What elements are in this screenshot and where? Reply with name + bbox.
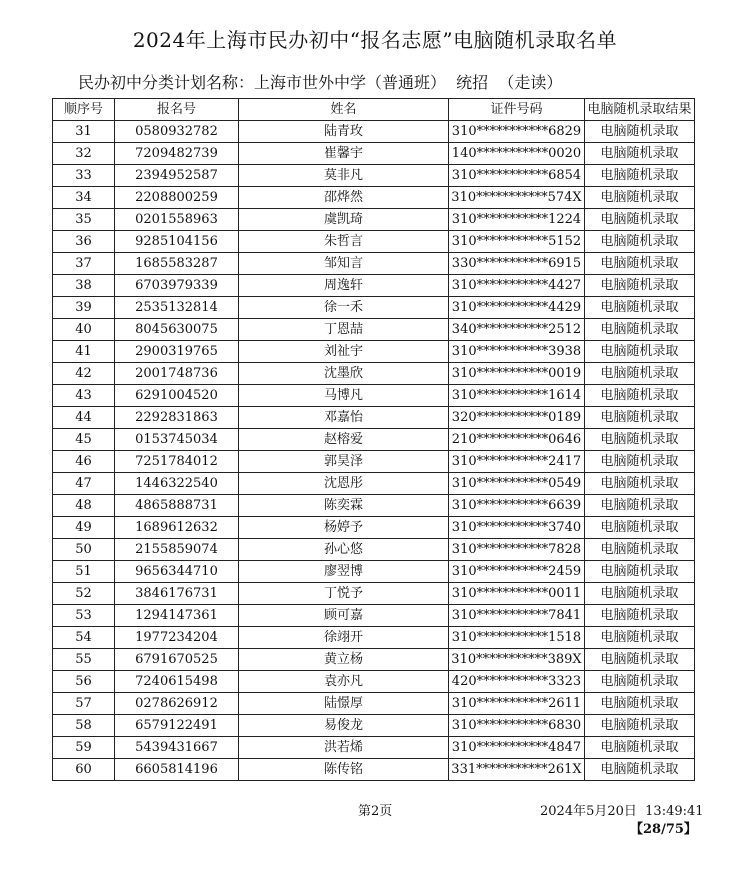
col-seq-cell: 46 bbox=[53, 451, 115, 473]
table-row bbox=[53, 275, 695, 297]
col-name-cell: 丁恩喆 bbox=[239, 319, 449, 341]
table-row bbox=[53, 627, 695, 649]
col-id-number-cell: 210***********0646 bbox=[449, 429, 585, 451]
col-id-number-cell: 310***********1614 bbox=[449, 385, 585, 407]
col-seq-cell: 55 bbox=[53, 649, 115, 671]
col-id-number-cell: 310***********1224 bbox=[449, 209, 585, 231]
col-name-cell: 沈墨欣 bbox=[239, 363, 449, 385]
col-result-cell: 电脑随机录取 bbox=[585, 671, 695, 693]
table-row bbox=[53, 583, 695, 605]
table-body bbox=[53, 121, 695, 781]
col-result-cell: 电脑随机录取 bbox=[585, 297, 695, 319]
table-row bbox=[53, 473, 695, 495]
col-id-number-cell: 310***********7841 bbox=[449, 605, 585, 627]
table-row bbox=[53, 715, 695, 737]
col-seq-cell: 49 bbox=[53, 517, 115, 539]
col-result-cell: 电脑随机录取 bbox=[585, 583, 695, 605]
col-registration-no-cell: 6703979339 bbox=[115, 275, 239, 297]
col-seq-cell: 44 bbox=[53, 407, 115, 429]
col-id-number-cell: 310***********3740 bbox=[449, 517, 585, 539]
col-id-number-cell: 420***********3323 bbox=[449, 671, 585, 693]
col-id-number-cell: 140***********0020 bbox=[449, 143, 585, 165]
col-result-cell: 电脑随机录取 bbox=[585, 319, 695, 341]
table-row bbox=[53, 649, 695, 671]
col-seq-cell: 47 bbox=[53, 473, 115, 495]
header-row bbox=[53, 99, 695, 121]
col-id-number-cell: 310***********7828 bbox=[449, 539, 585, 561]
col-seq-cell: 32 bbox=[53, 143, 115, 165]
table-row bbox=[53, 209, 695, 231]
col-registration-no-cell: 6291004520 bbox=[115, 385, 239, 407]
table-row bbox=[53, 187, 695, 209]
col-registration-no-cell: 2900319765 bbox=[115, 341, 239, 363]
col-result-cell: 电脑随机录取 bbox=[585, 187, 695, 209]
col-id-number-cell: 320***********0189 bbox=[449, 407, 585, 429]
col-result-cell: 电脑随机录取 bbox=[585, 627, 695, 649]
col-name-cell: 赵榕爱 bbox=[239, 429, 449, 451]
col-id-number-header: 证件号码 bbox=[449, 99, 585, 121]
table-row bbox=[53, 429, 695, 451]
col-name-header: 姓名 bbox=[239, 99, 449, 121]
col-name-cell: 易俊龙 bbox=[239, 715, 449, 737]
col-seq-cell: 33 bbox=[53, 165, 115, 187]
col-name-cell: 陆青玫 bbox=[239, 121, 449, 143]
table-row bbox=[53, 561, 695, 583]
col-name-cell: 徐翊开 bbox=[239, 627, 449, 649]
plan-name: 民办初中分类计划名称：上海市世外中学（普通班） 统招 （走读） bbox=[78, 73, 563, 92]
col-id-number-cell: 310***********4429 bbox=[449, 297, 585, 319]
col-id-number-cell: 310***********5152 bbox=[449, 231, 585, 253]
table-row bbox=[53, 363, 695, 385]
col-name-cell: 顾可嘉 bbox=[239, 605, 449, 627]
col-seq-cell: 45 bbox=[53, 429, 115, 451]
table-row bbox=[53, 451, 695, 473]
col-seq-cell: 50 bbox=[53, 539, 115, 561]
col-seq-cell: 36 bbox=[53, 231, 115, 253]
col-seq-cell: 59 bbox=[53, 737, 115, 759]
col-registration-no-cell: 0153745034 bbox=[115, 429, 239, 451]
col-seq-cell: 43 bbox=[53, 385, 115, 407]
col-id-number-cell: 310***********6830 bbox=[449, 715, 585, 737]
table-row bbox=[53, 253, 695, 275]
table-row bbox=[53, 165, 695, 187]
col-name-cell: 马博凡 bbox=[239, 385, 449, 407]
col-registration-no-cell: 1294147361 bbox=[115, 605, 239, 627]
col-name-cell: 邓嘉怡 bbox=[239, 407, 449, 429]
col-name-cell: 邵烨然 bbox=[239, 187, 449, 209]
col-registration-no-cell: 8045630075 bbox=[115, 319, 239, 341]
col-id-number-cell: 331***********261X bbox=[449, 759, 585, 781]
table-row bbox=[53, 385, 695, 407]
col-result-cell: 电脑随机录取 bbox=[585, 737, 695, 759]
col-registration-no-cell: 5439431667 bbox=[115, 737, 239, 759]
col-seq-cell: 57 bbox=[53, 693, 115, 715]
col-name-cell: 廖翌博 bbox=[239, 561, 449, 583]
table-row bbox=[53, 759, 695, 781]
col-name-cell: 杨婷予 bbox=[239, 517, 449, 539]
col-id-number-cell: 310***********6829 bbox=[449, 121, 585, 143]
col-result-cell: 电脑随机录取 bbox=[585, 209, 695, 231]
col-result-cell: 电脑随机录取 bbox=[585, 693, 695, 715]
col-registration-no-cell: 7209482739 bbox=[115, 143, 239, 165]
col-seq-cell: 42 bbox=[53, 363, 115, 385]
print-timestamp: 2024年5月20日 13:49:41 bbox=[540, 804, 704, 819]
col-id-number-cell: 310***********0011 bbox=[449, 583, 585, 605]
col-seq-cell: 60 bbox=[53, 759, 115, 781]
col-id-number-cell: 310***********3938 bbox=[449, 341, 585, 363]
col-registration-no-cell: 9285104156 bbox=[115, 231, 239, 253]
col-result-cell: 电脑随机录取 bbox=[585, 407, 695, 429]
col-seq-cell: 54 bbox=[53, 627, 115, 649]
table-row bbox=[53, 517, 695, 539]
col-registration-no-cell: 6579122491 bbox=[115, 715, 239, 737]
col-name-cell: 朱哲言 bbox=[239, 231, 449, 253]
col-registration-no-cell: 1446322540 bbox=[115, 473, 239, 495]
col-seq-cell: 56 bbox=[53, 671, 115, 693]
col-registration-no-cell: 2001748736 bbox=[115, 363, 239, 385]
table-row bbox=[53, 341, 695, 363]
col-registration-no-cell: 7240615498 bbox=[115, 671, 239, 693]
col-seq-cell: 34 bbox=[53, 187, 115, 209]
col-name-cell: 邹知言 bbox=[239, 253, 449, 275]
col-name-cell: 郭昊泽 bbox=[239, 451, 449, 473]
col-id-number-cell: 340***********2512 bbox=[449, 319, 585, 341]
col-name-cell: 黄立杨 bbox=[239, 649, 449, 671]
table-row bbox=[53, 693, 695, 715]
col-name-cell: 虞凯琦 bbox=[239, 209, 449, 231]
col-result-cell: 电脑随机录取 bbox=[585, 495, 695, 517]
col-name-cell: 孙心悠 bbox=[239, 539, 449, 561]
col-seq-cell: 41 bbox=[53, 341, 115, 363]
col-id-number-cell: 310***********4847 bbox=[449, 737, 585, 759]
col-registration-no-header: 报名号 bbox=[115, 99, 239, 121]
col-registration-no-cell: 0278626912 bbox=[115, 693, 239, 715]
table-row bbox=[53, 231, 695, 253]
col-seq-cell: 39 bbox=[53, 297, 115, 319]
col-id-number-cell: 310***********2611 bbox=[449, 693, 585, 715]
col-name-cell: 陈奕霖 bbox=[239, 495, 449, 517]
col-result-cell: 电脑随机录取 bbox=[585, 561, 695, 583]
col-registration-no-cell: 0580932782 bbox=[115, 121, 239, 143]
col-name-cell: 沈恩彤 bbox=[239, 473, 449, 495]
col-id-number-cell: 310***********0549 bbox=[449, 473, 585, 495]
table-row bbox=[53, 495, 695, 517]
col-registration-no-cell: 2208800259 bbox=[115, 187, 239, 209]
col-registration-no-cell: 6605814196 bbox=[115, 759, 239, 781]
col-registration-no-cell: 1977234204 bbox=[115, 627, 239, 649]
col-seq-cell: 48 bbox=[53, 495, 115, 517]
col-result-cell: 电脑随机录取 bbox=[585, 429, 695, 451]
table-row bbox=[53, 737, 695, 759]
col-registration-no-cell: 0201558963 bbox=[115, 209, 239, 231]
col-name-cell: 洪若烯 bbox=[239, 737, 449, 759]
col-name-cell: 丁悦予 bbox=[239, 583, 449, 605]
table-row bbox=[53, 121, 695, 143]
table-row bbox=[53, 671, 695, 693]
col-registration-no-cell: 3846176731 bbox=[115, 583, 239, 605]
col-seq-cell: 52 bbox=[53, 583, 115, 605]
col-id-number-cell: 330***********6915 bbox=[449, 253, 585, 275]
col-name-cell: 陈传铭 bbox=[239, 759, 449, 781]
col-name-cell: 陆憬厚 bbox=[239, 693, 449, 715]
table-row bbox=[53, 297, 695, 319]
col-seq-cell: 51 bbox=[53, 561, 115, 583]
col-result-cell: 电脑随机录取 bbox=[585, 253, 695, 275]
col-id-number-cell: 310***********6854 bbox=[449, 165, 585, 187]
col-seq-cell: 40 bbox=[53, 319, 115, 341]
col-result-cell: 电脑随机录取 bbox=[585, 121, 695, 143]
document-title: 2024年上海市民办初中“报名志愿”电脑随机录取名单 bbox=[132, 28, 618, 52]
col-name-cell: 徐一禾 bbox=[239, 297, 449, 319]
col-result-cell: 电脑随机录取 bbox=[585, 759, 695, 781]
col-seq-cell: 31 bbox=[53, 121, 115, 143]
col-seq-cell: 38 bbox=[53, 275, 115, 297]
col-id-number-cell: 310***********6639 bbox=[449, 495, 585, 517]
col-result-cell: 电脑随机录取 bbox=[585, 539, 695, 561]
col-result-cell: 电脑随机录取 bbox=[585, 473, 695, 495]
col-registration-no-cell: 2155859074 bbox=[115, 539, 239, 561]
table-row bbox=[53, 143, 695, 165]
col-result-cell: 电脑随机录取 bbox=[585, 143, 695, 165]
col-id-number-cell: 310***********2459 bbox=[449, 561, 585, 583]
table-row bbox=[53, 407, 695, 429]
admission-table bbox=[52, 98, 695, 781]
table-row bbox=[53, 539, 695, 561]
col-name-cell: 莫非凡 bbox=[239, 165, 449, 187]
col-registration-no-cell: 1685583287 bbox=[115, 253, 239, 275]
col-id-number-cell: 310***********574X bbox=[449, 187, 585, 209]
col-registration-no-cell: 7251784012 bbox=[115, 451, 239, 473]
col-result-cell: 电脑随机录取 bbox=[585, 649, 695, 671]
col-name-cell: 周逸轩 bbox=[239, 275, 449, 297]
page-count: 【28/75】 bbox=[630, 822, 697, 837]
col-seq-cell: 58 bbox=[53, 715, 115, 737]
col-result-cell: 电脑随机录取 bbox=[585, 451, 695, 473]
col-result-cell: 电脑随机录取 bbox=[585, 231, 695, 253]
col-result-header: 电脑随机录取结果 bbox=[585, 99, 695, 121]
col-registration-no-cell: 2535132814 bbox=[115, 297, 239, 319]
col-name-cell: 崔馨宇 bbox=[239, 143, 449, 165]
col-result-cell: 电脑随机录取 bbox=[585, 715, 695, 737]
col-seq-cell: 37 bbox=[53, 253, 115, 275]
col-name-cell: 刘祉宇 bbox=[239, 341, 449, 363]
col-result-cell: 电脑随机录取 bbox=[585, 605, 695, 627]
col-registration-no-cell: 2292831863 bbox=[115, 407, 239, 429]
col-registration-no-cell: 4865888731 bbox=[115, 495, 239, 517]
col-result-cell: 电脑随机录取 bbox=[585, 385, 695, 407]
col-registration-no-cell: 1689612632 bbox=[115, 517, 239, 539]
col-id-number-cell: 310***********4427 bbox=[449, 275, 585, 297]
col-name-cell: 袁亦凡 bbox=[239, 671, 449, 693]
table-row bbox=[53, 605, 695, 627]
col-id-number-cell: 310***********1518 bbox=[449, 627, 585, 649]
col-seq-header: 顺序号 bbox=[53, 99, 115, 121]
col-id-number-cell: 310***********389X bbox=[449, 649, 585, 671]
col-registration-no-cell: 9656344710 bbox=[115, 561, 239, 583]
table-row bbox=[53, 319, 695, 341]
col-result-cell: 电脑随机录取 bbox=[585, 363, 695, 385]
col-registration-no-cell: 2394952587 bbox=[115, 165, 239, 187]
page-number: 第2页 bbox=[358, 804, 393, 819]
table-header bbox=[53, 99, 695, 121]
col-registration-no-cell: 6791670525 bbox=[115, 649, 239, 671]
col-id-number-cell: 310***********2417 bbox=[449, 451, 585, 473]
col-result-cell: 电脑随机录取 bbox=[585, 275, 695, 297]
col-result-cell: 电脑随机录取 bbox=[585, 341, 695, 363]
col-result-cell: 电脑随机录取 bbox=[585, 517, 695, 539]
col-seq-cell: 35 bbox=[53, 209, 115, 231]
col-result-cell: 电脑随机录取 bbox=[585, 165, 695, 187]
col-id-number-cell: 310***********0019 bbox=[449, 363, 585, 385]
col-seq-cell: 53 bbox=[53, 605, 115, 627]
